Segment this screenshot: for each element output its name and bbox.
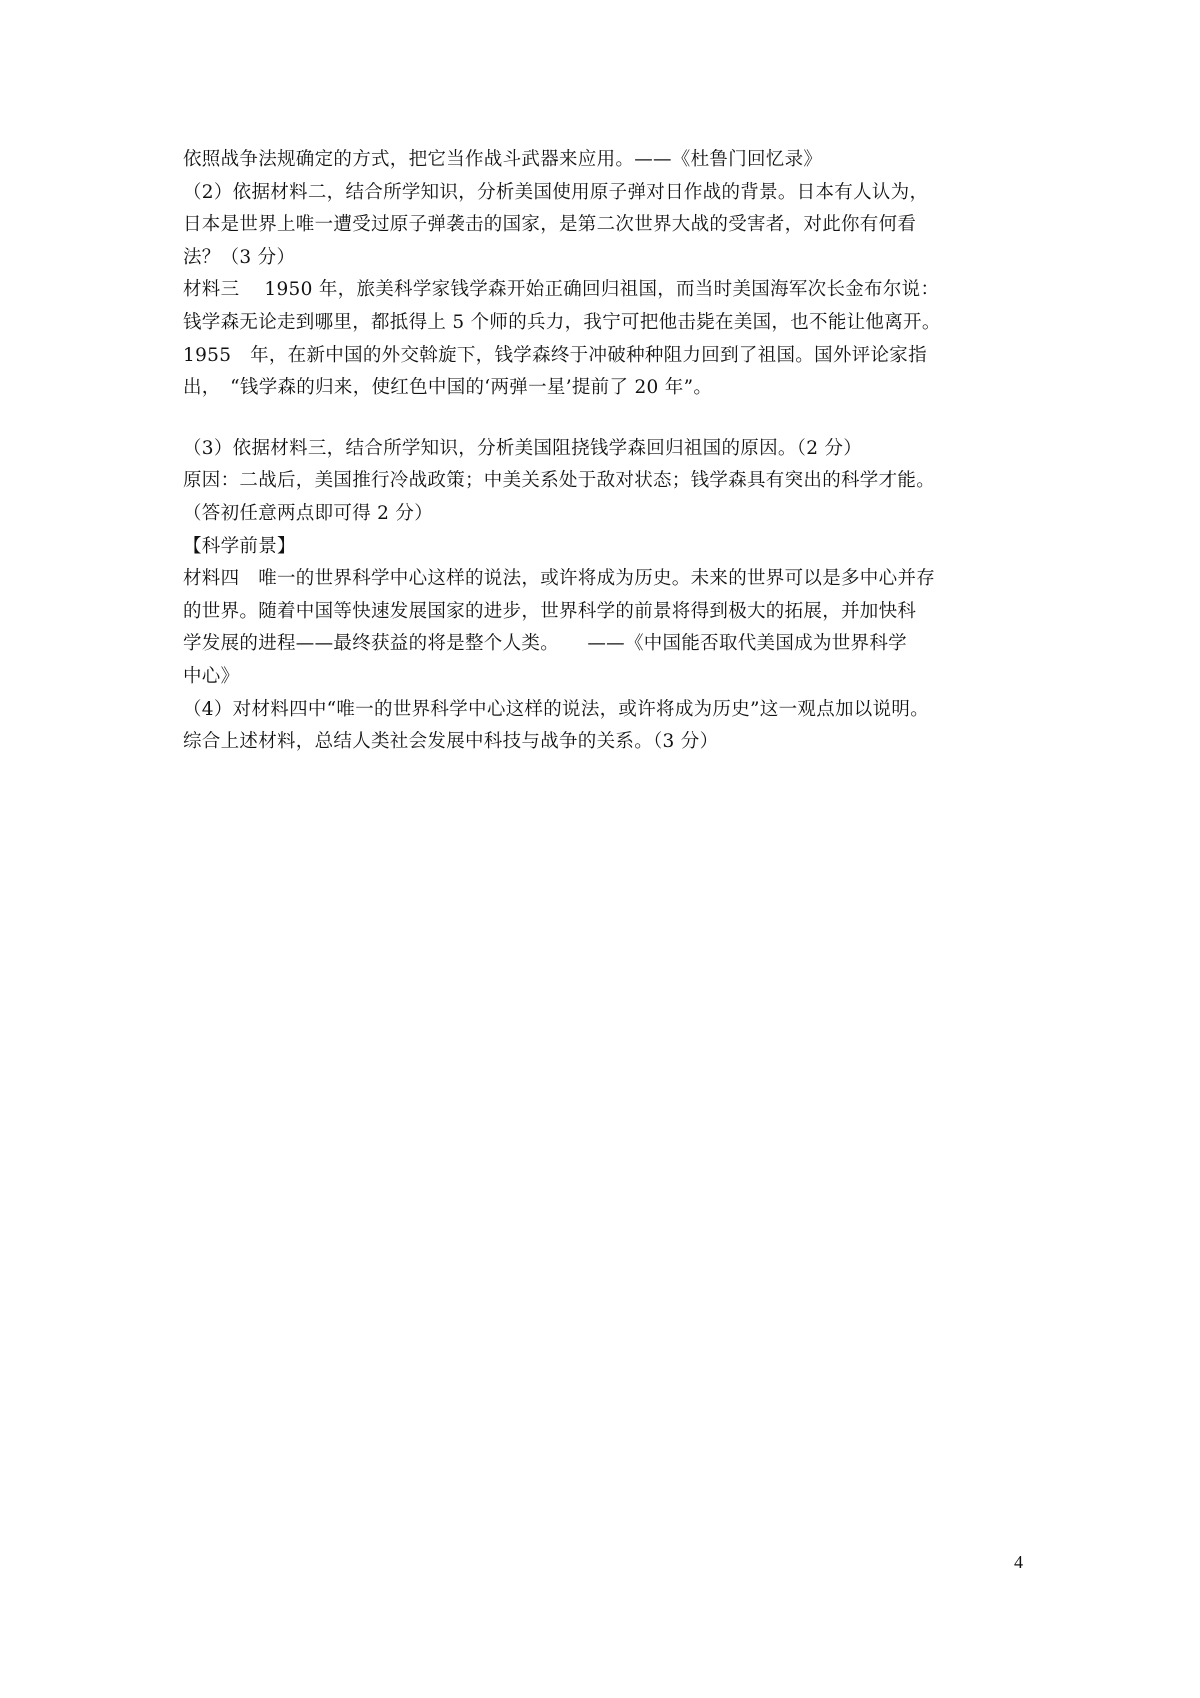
text-line: （3）依据材料三，结合所学知识，分析美国阻挠钱学森回归祖国的原因。（2 分） bbox=[183, 437, 863, 459]
text-line: 原因：二战后，美国推行冷战政策；中美关系处于敌对状态；钱学森具有突出的科学才能。 bbox=[183, 470, 936, 492]
text-line: （4）对材料四中“唯一的世界科学中心这样的说法，或许将成为历史”这一观点加以说明。 bbox=[183, 698, 929, 720]
page-number: 4 bbox=[1014, 1552, 1023, 1572]
text-line: 出， “钱学森的归来，使红色中国的‘两弹一星’提前了 20 年”。 bbox=[183, 377, 713, 399]
text-line: （2）依据材料二，结合所学知识，分析美国使用原子弹对日作战的背景。日本有人认为， bbox=[183, 181, 929, 203]
text-line: 法？（3 分） bbox=[183, 246, 296, 268]
text-line: 中心》 bbox=[183, 665, 240, 687]
text-line: 日本是世界上唯一遭受过原子弹袭击的国家，是第二次世界大战的受害者，对此你有何看 bbox=[183, 214, 917, 236]
text-line: 钱学森无论走到哪里，都抵得上 5 个师的兵力，我宁可把他击毙在美国，也不能让他离开。 bbox=[183, 311, 941, 333]
text-line: 学发展的进程——最终获益的将是整个人类。 ——《中国能否取代美国成为世界科学 bbox=[183, 633, 907, 655]
document-body bbox=[183, 144, 1033, 759]
text-line: 1955 年，在新中国的外交斡旋下，钱学森终于冲破种种阻力回到了祖国。国外评论家指 bbox=[183, 344, 927, 366]
text-line: 材料三 1950 年，旅美科学家钱学森开始正确回归祖国，而当时美国海军次长金布尔说： bbox=[183, 279, 940, 301]
text-line: 综合上述材料，总结人类社会发展中科技与战争的关系。（3 分） bbox=[183, 731, 719, 753]
text-line: 材料四 唯一的世界科学中心这样的说法，或许将成为历史。未来的世界可以是多中心并存 bbox=[183, 568, 936, 590]
text-line: （答初任意两点即可得 2 分） bbox=[183, 502, 434, 524]
section-heading: 【科学前景】 bbox=[183, 535, 296, 557]
text-line: 依照战争法规确定的方式，把它当作战斗武器来应用。——《杜鲁门回忆录》 bbox=[183, 149, 823, 170]
text-line: 的世界。随着中国等快速发展国家的进步，世界科学的前景将得到极大的拓展，并加快科 bbox=[183, 600, 917, 622]
paragraph-gap bbox=[183, 405, 1033, 433]
